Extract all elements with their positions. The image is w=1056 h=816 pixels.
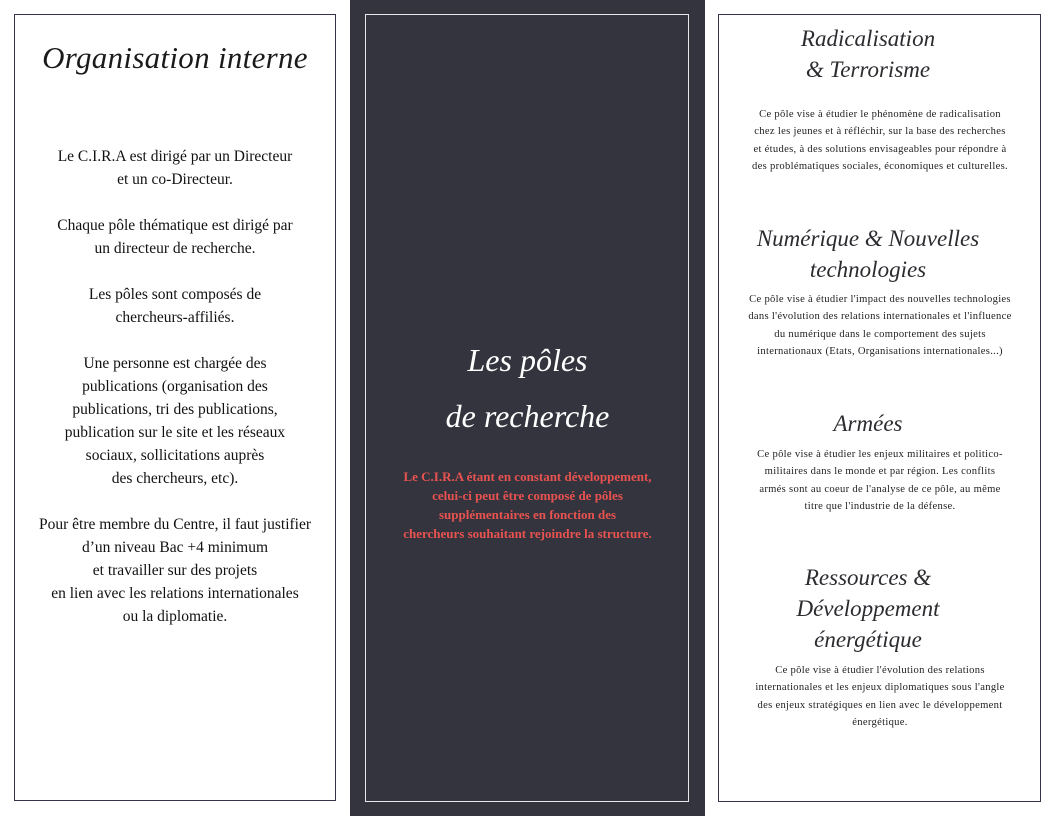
text-line: Les pôles sont composés de <box>88 286 262 303</box>
heading-line: Développement <box>796 596 940 621</box>
note-line: Le C.I.R.A étant en constant développement, <box>403 469 652 484</box>
body-line: Ce pôle vise à étudier l'impact des nouvelles technologies <box>749 294 1011 305</box>
heading-line: énergétique <box>814 627 922 652</box>
text-line: d’un niveau Bac +4 minimum <box>81 539 269 556</box>
heading-line: Numérique & Nouvelles <box>756 226 980 251</box>
text-line: chercheurs-affiliés. <box>115 309 235 326</box>
text-line: Pour être membre du Centre, il faut justifier <box>38 516 312 533</box>
heading-line: & Terrorisme <box>805 57 931 82</box>
text-line: ou la diplomatie. <box>122 608 228 625</box>
section-body-armees <box>728 446 1032 515</box>
body-line: internationales et les enjeux diplomatiques sous l'angle <box>755 682 1005 694</box>
heading-line: Radicalisation <box>800 26 936 51</box>
section-heading-ressources <box>718 562 1018 655</box>
body-line: titre que l'industrie de la défense. <box>804 500 956 512</box>
body-line: des enjeux stratégiques en lien avec le développement <box>757 699 1003 711</box>
text-line: et travailler sur des projets <box>92 562 258 579</box>
text-line: publications, tri des publications, <box>72 401 278 418</box>
body-line: des problématiques sociales, économiques et culturelles. <box>752 160 1008 172</box>
text-line: et un co-Directeur. <box>117 171 233 188</box>
heading-line: Ressources & <box>804 565 932 590</box>
note-line: supplémentaires en fonction des <box>438 507 617 522</box>
body-line: chez les jeunes et à réfléchir, sur la base des recherches <box>754 126 1006 138</box>
development-note <box>385 467 670 543</box>
paragraph-direction <box>14 145 336 191</box>
left-panel-title: Organisation interne <box>42 40 308 75</box>
section-heading-radicalisation <box>718 23 1018 85</box>
section-heading-numerique <box>718 223 1018 285</box>
note-line: celui-ci peut être composé de pôles <box>432 488 623 503</box>
heading-line: technologies <box>809 257 927 282</box>
text-line: un directeur de recherche. <box>94 240 256 257</box>
text-line: en lien avec les relations internationales <box>51 585 299 602</box>
body-line: internationaux (Etats, Organisations internationales...) <box>757 345 1003 357</box>
text-line: publications (organisation des <box>82 378 268 395</box>
text-line: des chercheurs, etc). <box>111 470 239 487</box>
section-body-numerique <box>728 291 1032 360</box>
body-line: armés sont au coeur de l'analyse de ce pôle, au même <box>759 483 1001 495</box>
paragraph-pole-direction <box>14 214 336 260</box>
body-line: Ce pôle vise à étudier les enjeux militaires et politico- <box>757 449 1003 460</box>
body-line: du numérique dans le comportement des sujets <box>774 328 986 340</box>
text-line: Une personne est chargée des <box>83 355 267 372</box>
text-line: Le C.I.R.A est dirigé par un Directeur <box>57 148 293 165</box>
text-line: publication sur le site et les réseaux <box>64 424 286 441</box>
body-line: et études, à des solutions envisageables pour répondre à <box>753 143 1007 155</box>
body-line: énergétique. <box>852 716 908 728</box>
section-body-ressources <box>728 662 1032 731</box>
text-line: Chaque pôle thématique est dirigé par <box>57 217 293 234</box>
body-line: dans l'évolution des relations internationales et l'influence <box>748 311 1012 323</box>
heading-line: Armées <box>833 411 903 436</box>
paragraph-membership <box>14 513 336 628</box>
section-body-radicalisation <box>728 106 1032 175</box>
text-line: sociaux, sollicitations auprès <box>85 447 265 464</box>
paragraph-pole-composition <box>14 283 336 329</box>
body-line: Ce pôle vise à étudier le phénomène de radicalisation <box>759 109 1001 120</box>
middle-panel-title <box>350 332 705 444</box>
note-line: chercheurs souhaitant rejoindre la structure. <box>403 526 652 541</box>
body-line: Ce pôle vise à étudier l'évolution des relations <box>775 665 985 676</box>
title-line: de recherche <box>445 398 610 434</box>
paragraph-publications <box>14 352 336 490</box>
body-line: militaires dans le monde et par région. Les conflits <box>764 466 996 478</box>
title-line: Les pôles <box>467 342 588 378</box>
section-heading-armees <box>718 408 1018 439</box>
